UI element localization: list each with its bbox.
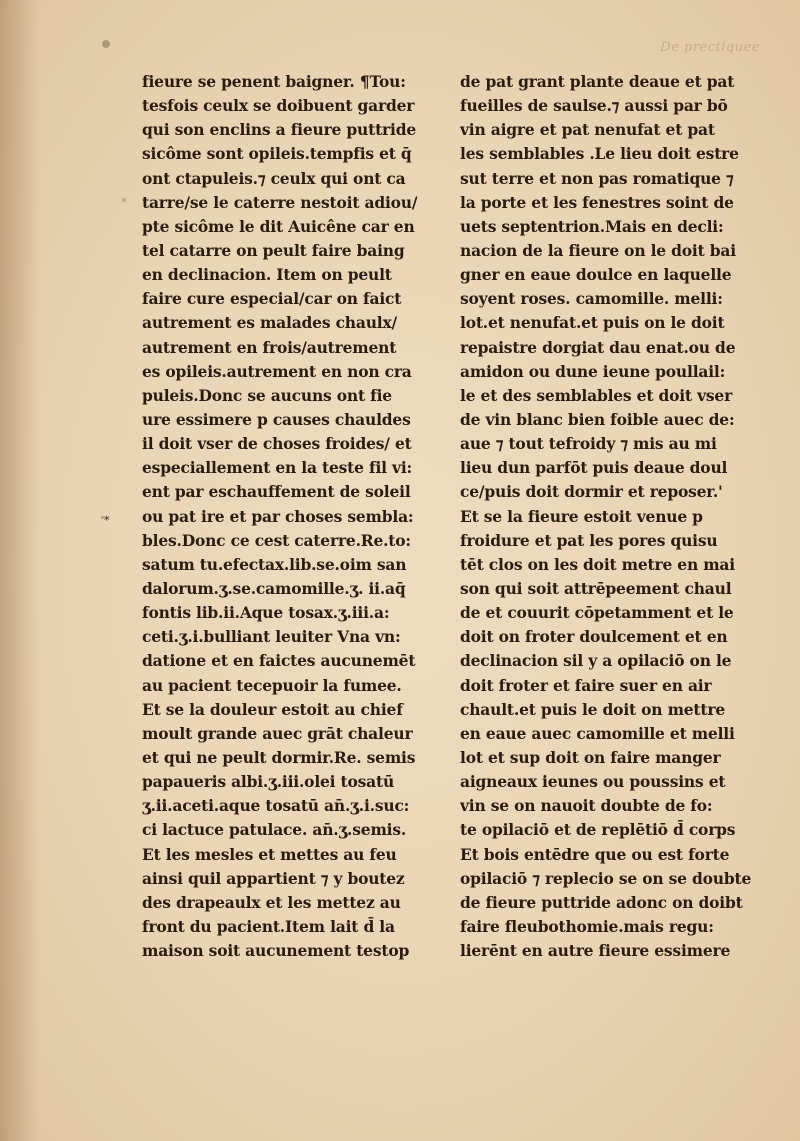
- text-line: qui son enclins a fieure puttride: [142, 120, 416, 140]
- text-line: tēt clos on les doit metre en mai: [460, 554, 735, 574]
- text-line: le et des semblables et doit vser: [460, 385, 733, 405]
- text-line: lieu dun parfōt puis deaue doul: [460, 458, 728, 478]
- text-line: de pat grant plante deaue et pat: [460, 72, 735, 91]
- text-line: son qui soit attrēpeement chaul: [460, 578, 732, 598]
- text-line: ure essimere p causes chauldes: [142, 409, 411, 429]
- text-line: les semblables .Le lieu doit estre: [460, 144, 739, 164]
- text-line: especiallement en la teste fil vi:: [142, 458, 413, 478]
- text-line: froidure et pat les pores quisu: [460, 530, 718, 550]
- text-line: Et se la fieure estoit venue p: [460, 506, 703, 526]
- text-line: ceti.ʒ.i.bulliant leuiter Vna vn:: [142, 627, 401, 647]
- text-line: ou pat ire et par choses sembla:: [142, 506, 414, 526]
- text-line: gner en eaue doulce en laquelle: [460, 265, 732, 285]
- text-line: nacion de la fieure on le doit bai: [460, 240, 736, 260]
- text-line: soyent roses. camomille. melli:: [460, 289, 723, 309]
- text-line: ainsi quil appartient ⁊ y boutez: [142, 868, 405, 888]
- text-line: tarre/se le caterre nestoit adiou/: [142, 192, 418, 212]
- text-line: datione et en faictes aucunemēt: [142, 651, 416, 671]
- text-line: bles.Donc ce cest caterre.Re.to:: [142, 530, 411, 550]
- text-line: moult grande auec grāt chaleur: [142, 723, 413, 743]
- text-line: Et bois entēdre que ou est forte: [460, 844, 730, 864]
- text-line: lot.et nenufat.et puis on le doit: [460, 313, 725, 333]
- text-line: aue ⁊ tout tefroidy ⁊ mis au mi: [460, 434, 717, 454]
- text-line: doit on froter doulcement et en: [460, 627, 728, 647]
- text-line: lierēnt en autre fieure essimere: [460, 941, 731, 961]
- text-line: de vin blanc bien foible auec de:: [460, 409, 735, 429]
- text-line: puleis.Donc se aucuns ont fie: [142, 385, 392, 405]
- text-line: de et couurit cōpetamment et le: [460, 603, 734, 623]
- text-line: autrement en frois/autrement: [142, 337, 397, 357]
- gutter-shadow: [0, 0, 40, 1141]
- text-line: maison soit aucunement testop: [142, 941, 410, 961]
- text-line: Et les mesles et mettes au feu: [142, 844, 397, 864]
- text-line: es opileis.autrement en non cra: [142, 361, 412, 381]
- text-line: ent par eschauffement de soleil: [142, 482, 411, 502]
- right-text-column: [460, 70, 780, 963]
- text-line: des drapeaulx et les mettez au: [142, 892, 401, 912]
- text-line: pte sicôme le dit Auicêne car en: [142, 216, 415, 236]
- text-line: sut terre et non pas romatique ⁊: [460, 168, 734, 188]
- text-line: repaistre dorgiat dau enat.ou de: [460, 337, 736, 357]
- text-line: front du pacient.Item lait d̄ la: [142, 916, 395, 936]
- text-line: de fieure puttride adonc on doibt: [460, 892, 743, 912]
- text-line: fueilles de saulse.⁊ aussi par bō: [460, 96, 728, 116]
- text-line: faire cure especial/car on faict: [142, 289, 402, 309]
- text-line: ʒ.ii.aceti.aque tosatū an̄.ʒ.i.suc:: [142, 796, 410, 816]
- ink-spot: [102, 40, 110, 48]
- text-line: tesfois ceulx se doibuent garder: [142, 96, 415, 116]
- text-line: en eaue auec camomille et melli: [460, 723, 735, 743]
- text-line: au pacient tecepuoir la fumee.: [142, 675, 402, 695]
- text-line: satum tu.efectax.lib.se.oim san: [142, 554, 407, 574]
- text-line: et qui ne peult dormir.Re. semis: [142, 747, 416, 767]
- text-line: declinacion sil y a opilaciō on le: [460, 651, 732, 671]
- text-line: il doit vser de choses froides/ et: [142, 434, 412, 454]
- text-line: autrement es malades chaulx/: [142, 313, 397, 333]
- text-line: fontis lib.ii.Aque tosax.ʒ.iii.a:: [142, 603, 390, 623]
- text-line: papaueris albi.ʒ.iii.olei tosatū: [142, 772, 395, 792]
- text-line: fieure se penent baigner. ¶Tou:: [142, 72, 406, 91]
- text-line: faire fleubothomie.mais regu:: [460, 916, 714, 936]
- text-line: amidon ou dune ieune poullail:: [460, 361, 726, 381]
- text-line: uets septentrion.Mais en decli:: [460, 216, 724, 236]
- margin-mark: *: [104, 514, 110, 527]
- ink-spot: [122, 198, 126, 202]
- text-line: doit froter et faire suer en air: [460, 675, 712, 695]
- text-line: vin se on nauoit doubte de fo:: [460, 796, 713, 816]
- text-line: dalorum.ʒ.se.camomille.ʒ. ii.aq̄: [142, 578, 406, 598]
- text-line: ont ctapuleis.⁊ ceulx qui ont ca: [142, 168, 406, 188]
- text-line: Et se la douleur estoit au chief: [142, 699, 403, 719]
- text-line: ce/puis doit dormir et reposer.': [460, 482, 723, 502]
- text-line: lot et sup doit on faire manger: [460, 747, 721, 767]
- text-line: aigneaux ieunes ou poussins et: [460, 772, 726, 792]
- text-line: vin aigre et pat nenufat et pat: [460, 120, 715, 140]
- text-line: tel catarre on peult faire baing: [142, 240, 405, 260]
- text-line: chault.et puis le doit on mettre: [460, 699, 725, 719]
- text-line: la porte et les fenestres soint de: [460, 192, 734, 212]
- text-line: sicôme sont opileis.tempfis et q̄: [142, 144, 412, 164]
- text-line: ci lactuce patulace. an̄.ʒ.semis.: [142, 820, 407, 840]
- text-line: te opilaciō et de replētiō d̄ corps: [460, 820, 736, 840]
- text-line: opilaciō ⁊ replecio se on se doubte: [460, 868, 752, 888]
- text-line: en declinacion. Item on peult: [142, 265, 392, 285]
- left-text-column: [142, 70, 452, 963]
- bleed-through-text: De prectiquee: [660, 40, 760, 55]
